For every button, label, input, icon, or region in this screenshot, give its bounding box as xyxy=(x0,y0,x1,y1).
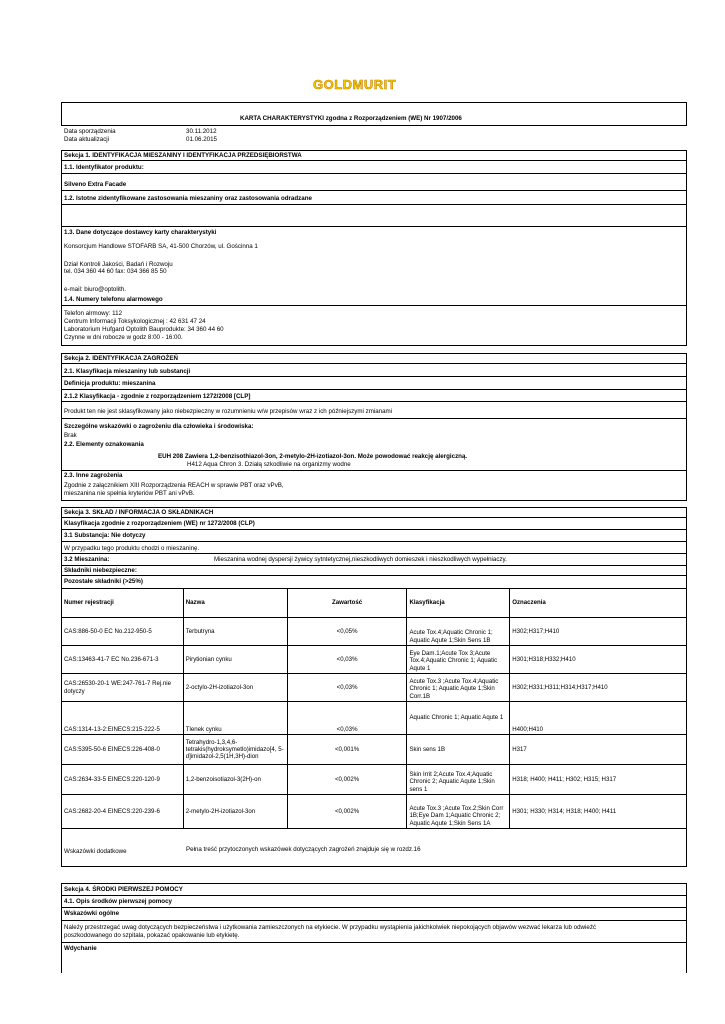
cell-name: 2-octylo-2H-izotiazol-3on xyxy=(183,674,287,702)
classification-heading: Klasyfikacja zgodnie z rozporządzeniem (WE) nr 1272/2008 (CLP) xyxy=(64,520,255,527)
date-updated: 01.06.2015 xyxy=(186,136,217,143)
cell-registration: CAS:13463-41-7 EC No.236-671-3 xyxy=(62,646,184,674)
cell-content: <0,002% xyxy=(287,795,407,829)
divider xyxy=(61,226,687,227)
cell-classification: Skin Irrit 2;Acute Tox.4;Aquatic Chronic 2; Aquatic Aqute 1;Skin sens 1 xyxy=(407,765,510,795)
other-hazards-line-1: Zgodnie z załącznikiem XIII Rozporządzenia REACH w sprawie PBT oraz vPvB, xyxy=(64,482,284,489)
inhalation-heading: Wdychanie xyxy=(64,945,97,952)
divider xyxy=(61,173,687,174)
special-hazards-value: Brak xyxy=(64,432,77,439)
h412-statement: H412 Aqua Chron 3. Działą szkodliwie na organizmy wodne xyxy=(187,461,351,468)
col-header-name: Nazwa xyxy=(183,589,287,618)
cell-content: <0,002% xyxy=(287,765,407,795)
col-header-classification: Klasyfikacja xyxy=(407,589,510,618)
cell-name: 2-metylo-2H-izotiazol-3on xyxy=(183,795,287,829)
cell-registration: CAS:26530-20-1 WE:247-761-7 Rej.nie dotyczy xyxy=(62,674,184,702)
document-title: KARTA CHARAKTERYSTYKI zgodna z Rozporządzeniem (WE) Nr 1907/2006 xyxy=(240,115,462,122)
cell-marks: H317 xyxy=(510,735,687,765)
heading-3-1: 3.1 Substancja: Nie dotyczy xyxy=(64,532,146,539)
divider xyxy=(61,895,687,896)
divider xyxy=(61,553,687,554)
divider xyxy=(61,389,687,390)
heading-2-2: 2.2. Elementy oznakowania xyxy=(64,441,144,448)
first-aid-text-1: Należy przestrzegać uwag dotyczących bezpieczeństwa i użytkowania zamieszczonych na etykiecie. W przypadku wystąpienia jakichkolwiek niepokojących objawów wezwać lekarza lub odwieźć xyxy=(64,924,597,931)
not-classified-text: Produkt ten nie jest sklasyfikowany jako niebezpieczny w rozumnieniu w/w przepisów wraz z ich późniejszymi zmianami xyxy=(64,408,393,415)
date-created: 30.11.2012 xyxy=(186,128,217,135)
cell-content: <0,03% xyxy=(287,702,407,735)
divider xyxy=(61,376,687,377)
divider xyxy=(61,401,687,402)
cell-classification: Eye Dam.1;Acute Tox 3;Acute Tox.4;Aquatic Chronic 1; Aquatic Aqute 1 xyxy=(407,646,510,674)
table-row xyxy=(62,702,687,735)
cell-classification: Acute Tox.3 ;Acute Tox.4;Aquatic Chronic 1; Aquatic Aqute 1;Skin Corr.1B xyxy=(407,674,510,702)
cell-classification: Skin sens 1B xyxy=(407,735,510,765)
section-3-title: Sekcja 3. SKŁAD / INFORMACJA O SKŁADNIKACH xyxy=(64,509,214,516)
date-created-label: Data sporządzenia xyxy=(64,128,116,135)
cell-content: <0,001% xyxy=(287,735,407,765)
heading-1-1: 1.1. Identyfikator produktu: xyxy=(64,164,144,171)
phone-line-3: Laboratorium Hufgard Optolith Bauprodukte: 34 360 44 60 xyxy=(64,326,224,333)
cell-name: 1,2-benzoisotiazol-3(2H)-on xyxy=(183,765,287,795)
section-4-title: Sekcja 4. ŚRODKI PIERWSZEJ POMOCY xyxy=(64,886,183,893)
cell-registration: CAS:886-50-0 EC No.212-950-5 xyxy=(62,618,184,646)
cell-content: <0,05% xyxy=(287,618,407,646)
product-definition: Definicja produktu: mieszanina xyxy=(64,380,156,387)
heading-2-1-2: 2.1.2 Klasyfikacja - zgodnie z rozporządzeniem 1272/2008 [CLP] xyxy=(64,393,251,400)
divider xyxy=(61,529,687,530)
divider xyxy=(61,907,687,908)
divider xyxy=(61,470,687,471)
divider xyxy=(61,305,687,306)
brand-logo: GOLDMURIT xyxy=(313,77,397,92)
cell-marks: H318; H400; H411; H302; H315; H317 xyxy=(510,765,687,795)
dangerous-components-label: Składniki niebezpieczne: xyxy=(64,567,137,574)
heading-1-3: 1.3. Dane dotyczące dostawcy karty charakterystyki xyxy=(64,229,217,236)
table-row xyxy=(62,795,687,829)
email-line: e-mail: biuro@optolith. xyxy=(64,286,126,293)
cell-name: Tlenek cynku xyxy=(183,702,287,735)
col-header-content: Zawartość xyxy=(287,589,407,618)
divider xyxy=(61,575,687,576)
heading-3-2: 3.2 Mieszanina: xyxy=(64,556,110,563)
cell-marks: H302;H317;H410 xyxy=(510,618,687,646)
divider xyxy=(61,190,687,191)
heading-2-3: 2.3. Inne zagrożenia xyxy=(64,472,123,479)
special-hazards-heading: Szczególne wskazówki o zagrożeniu dla człowieka i środowiska: xyxy=(64,423,254,430)
divider xyxy=(61,942,687,943)
section-2-title: Sekcja 2. IDENTYFIKACJA ZAGROŻEŃ xyxy=(64,355,178,362)
dept-line-1: Dział Kontroli Jakości, Badań i Rozwoju xyxy=(64,261,173,268)
heading-3-1-note: W przypadku tego produktu chodzi o mieszaninę. xyxy=(64,545,200,552)
dept-line-2: tel. 034 360 44 60 fax: 034 366 85 50 xyxy=(64,268,167,275)
cell-content: <0,03% xyxy=(287,646,407,674)
cell-name: Tetrahydro-1,3,4,6-tetrakis(hydroksymetlo)imidazo[4, 5-d]imidazol-2,5(1H,3H)-dion xyxy=(183,735,287,765)
cell-marks: H400;H410 xyxy=(510,702,687,735)
cell-classification: Acute Tox.4;Aquatic Chronic 1; Aquatic Aqute 1;Skin Sens 1B xyxy=(407,618,510,646)
table-row xyxy=(62,765,687,795)
cell-registration: CAS:5395-50-6 EINECS:226-408-0 xyxy=(62,735,184,765)
heading-2-1: 2.1. Klasyfikacja mieszaniny lub substancji xyxy=(64,368,191,375)
phone-line-4: Czynne w dni robocze w godz 8:00 - 16:00. xyxy=(64,334,183,341)
other-hazards-line-2: mieszanina nie spełnia kryteriów PBT ani vPvB. xyxy=(64,490,195,497)
phone-line-1: Telefon alrmowy: 112 xyxy=(64,310,123,317)
cell-classification: Aquatic Chronic 1; Aquatic Aqute 1 xyxy=(407,702,510,735)
cell-marks: H302;H331;H311;H314;H317;H410 xyxy=(510,674,687,702)
heading-1-2: 1.2. Istotne zidentyfikowane zastosowania mieszaniny oraz zastosowania odradzane xyxy=(64,195,312,202)
general-hints-heading: Wskazówki ogólne xyxy=(64,910,120,917)
table-header-row xyxy=(62,589,687,618)
divider xyxy=(61,160,687,161)
table-row xyxy=(62,646,687,674)
cell-classification: Acute Tox.3 ;Acute Tox.2;Skin Corr 1B;Eye Dam 1;Aquatic Chronic 2; Aquatic Aqute 1;Skin Sens 1A xyxy=(407,795,510,829)
divider xyxy=(61,204,687,205)
divider xyxy=(61,565,687,566)
phone-line-2: Centrum Informacji Toksykologicznej : 42 631 47 24 xyxy=(64,318,206,325)
product-name: Silveno Extra Facade xyxy=(64,181,127,188)
components-table xyxy=(61,588,687,829)
date-updated-label: Data aktualizacji xyxy=(64,136,110,143)
divider xyxy=(61,363,687,364)
cell-content: <0,03% xyxy=(287,674,407,702)
col-header-registration: Numer rejestracji xyxy=(62,589,184,618)
cell-marks: H301; H330; H314; H318; H400; H411 xyxy=(510,795,687,829)
section-1-title: Sekcja 1. IDENTYFIKACJA MIESZANINY I IDENTYFIKACJA PRZEDSIĘBIORSTWA xyxy=(64,152,302,159)
col-header-marks: Oznaczenia xyxy=(510,589,687,618)
supplier-address: Konsorcjum Handlowe STOFARB SA, 41-500 Chorzów, ul. Gościnna 1 xyxy=(64,243,258,250)
euh-statement: EUH 208 Zawiera 1,2-benzisothiazol-3on, 2-metylo-2H-izotiazol-3on. Może powodować reakcję alergiczną. xyxy=(158,453,468,460)
cell-name: Terbutryna xyxy=(183,618,287,646)
heading-1-4: 1.4. Numery telefonu alarmowego xyxy=(64,296,163,303)
cell-registration: CAS:2634-33-5 EINECS:220-120-9 xyxy=(62,765,184,795)
additional-hints-label: Wskazówki dodatkowe xyxy=(64,848,127,855)
other-components-label: Pozostałe składniki (>25%) xyxy=(64,578,143,585)
table-row xyxy=(62,735,687,765)
first-aid-text-2: poszkodowanego do szpitala, pokazać opakowanie lub etykietę. xyxy=(64,932,240,939)
cell-registration: CAS:1314-13-2:EINECS:215-222-5 xyxy=(62,702,184,735)
divider xyxy=(61,920,687,921)
cell-registration: CAS:2682-20-4 EINECS:220-239-6 xyxy=(62,795,184,829)
cell-marks: H301;H318;H332;H410 xyxy=(510,646,687,674)
divider xyxy=(61,517,687,518)
table-row xyxy=(62,618,687,646)
divider xyxy=(61,541,687,542)
divider xyxy=(61,418,687,419)
table-row xyxy=(62,674,687,702)
heading-4-1: 4.1. Opis środków pierwszej pomocy xyxy=(64,898,172,905)
cell-name: Pirytionian cynku xyxy=(183,646,287,674)
mixture-description: Mieszanina wodnej dyspersji żywicy sytntetycznej,nieszkodliwych domieszek i nieszkodliwych wypełniaczy. xyxy=(214,556,507,563)
additional-hints-text: Pełna treść przytoczonych wskazówek dotyczących zagrożeń znajduje się w rozdz.16 xyxy=(186,846,421,853)
